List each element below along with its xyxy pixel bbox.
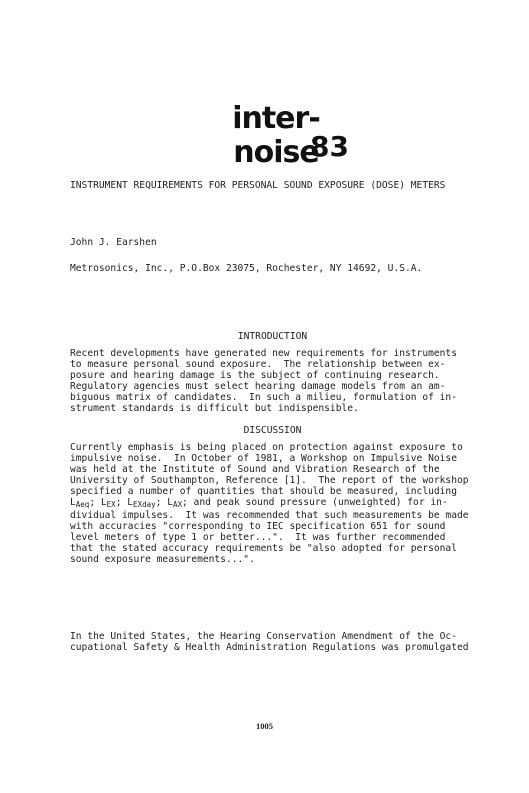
text-line: In the United States, the Hearing Conservation Amendment of the Oc- xyxy=(70,631,457,642)
page-number: 1005 xyxy=(256,721,273,731)
text-line: cupational Safety & Health Administration Regulations was promulgated xyxy=(70,642,469,653)
author-affiliation: Metrosonics, Inc., P.O.Box 23075, Rochester, NY 14692, U.S.A. xyxy=(70,263,423,274)
section-heading-introduction: INTRODUCTION xyxy=(237,331,308,342)
text-line: impulsive noise. In October of 1981, a Workshop on Impulsive Noise xyxy=(70,453,457,464)
text-line: Regulatory agencies must select hearing damage models from an am- xyxy=(70,381,446,392)
text-line: was held at the Institute of Sound and Vibration Research of the xyxy=(70,464,440,475)
text-line: posure and hearing damage is the subject of continuing research. xyxy=(70,370,440,381)
text-line: with accuracies "corresponding to IEC specification 651 for sound xyxy=(70,521,446,532)
quantity-lax: $L_{AX}$ xyxy=(167,497,182,509)
text-line: Currently emphasis is being placed on protection against exposure to xyxy=(70,442,463,453)
text-line: University of Southampton, Reference [1]. The report of the workshop xyxy=(70,475,469,486)
text-line: level meters of type 1 or better...". It was further recommended xyxy=(70,532,446,543)
text-line: sound exposure measurements...". xyxy=(70,554,255,565)
discussion-paragraph-2 xyxy=(70,631,470,653)
quantities-tail: and peak sound pressure (unweighted) for in- xyxy=(187,497,448,508)
discussion-paragraph-1 xyxy=(70,442,470,565)
text-line: to measure personal sound exposure. The relationship between ex- xyxy=(70,359,446,370)
text-line: specified a number of quantities that should be measured, including xyxy=(70,486,457,497)
conference-logo xyxy=(196,101,366,170)
quantity-laeq: $L_{Aeq}$ xyxy=(70,497,90,509)
quantities-line: $L_{Aeq}$; $L_{EX}$; $L_{EXday}$; $L_{AX}$; and peak sound pressure (unweighted) for in- xyxy=(70,497,448,509)
section-heading-discussion: DISCUSSION xyxy=(243,425,302,436)
logo-year: 83 xyxy=(310,130,349,163)
text-line: strument standards is difficult but indispensible. xyxy=(70,403,359,414)
author-name: John J. Earshen xyxy=(70,237,157,248)
paper-title: INSTRUMENT REQUIREMENTS FOR PERSONAL SOUND EXPOSURE (DOSE) METERS xyxy=(70,180,446,191)
text-line: that the stated accuracy requirements be "also adopted for personal xyxy=(70,543,457,554)
quantity-lex-day: $L_{EXday}$ xyxy=(127,497,156,509)
text-line: Recent developments have generated new requirements for instruments xyxy=(70,348,457,359)
quantity-lex: $L_{EX}$ xyxy=(100,497,116,509)
introduction-paragraph xyxy=(70,348,470,414)
logo-name: inter-noise xyxy=(232,101,320,170)
text-line: biguous matrix of candidates. In such a milieu, formulation of in- xyxy=(70,392,457,403)
text-line: dividual impulses. It was recommended that such measurements be made xyxy=(70,510,469,521)
